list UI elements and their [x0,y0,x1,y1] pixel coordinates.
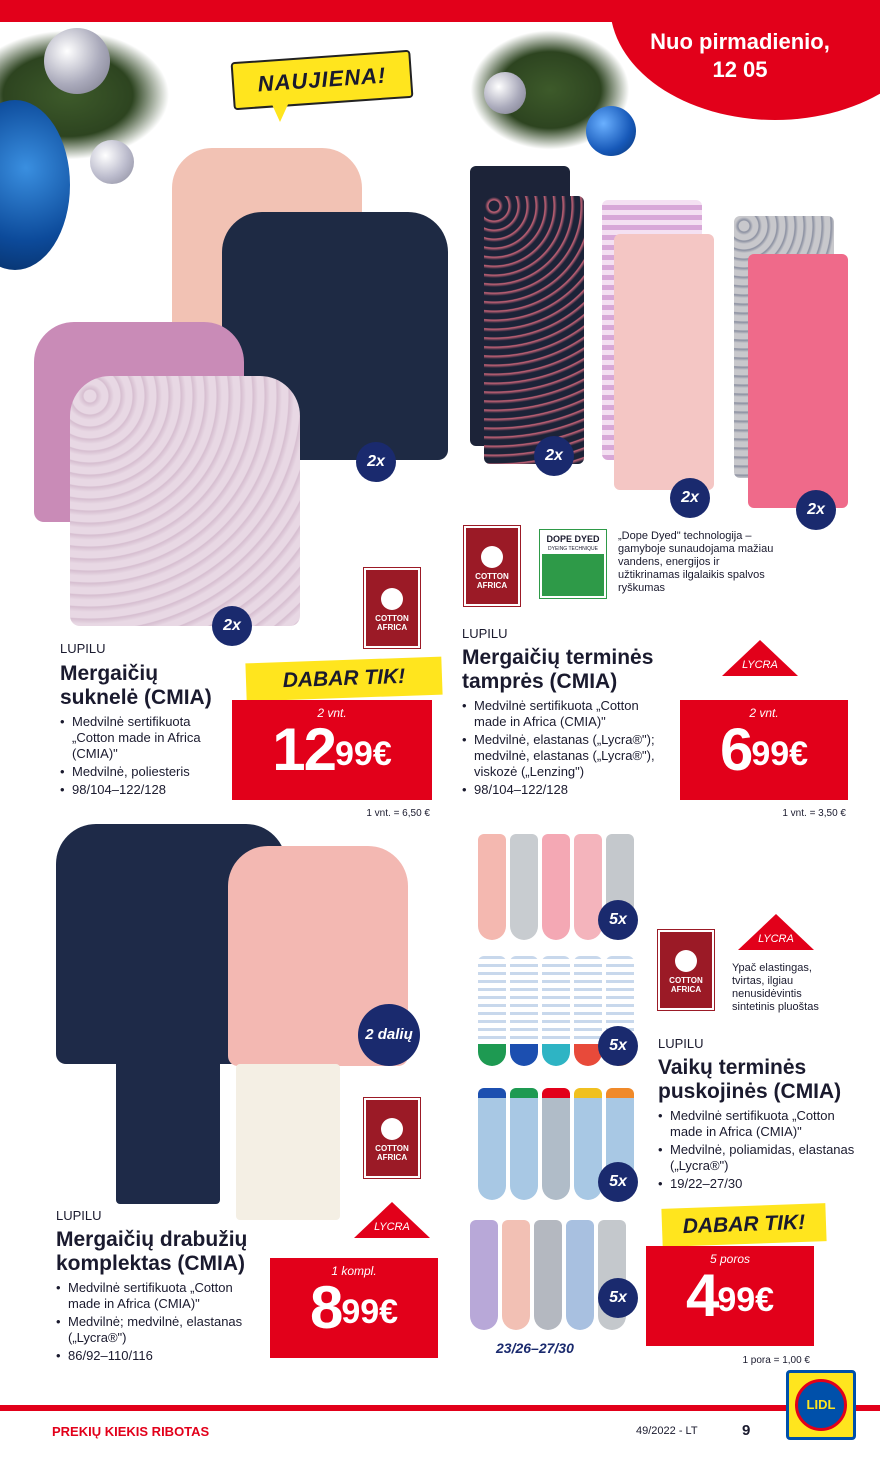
dress-feature: • 98/104–122/128 [60,782,230,798]
socks-price-qty: 5 poros [709,1252,751,1266]
cert-line3: AFRICA [476,581,508,590]
ornament-silver-right-icon [484,72,526,114]
date-line1: Nuo pirmadienio, [650,29,830,54]
cert-line1: COTTON [669,976,703,985]
set-parts-badge: 2 dalių [358,1004,420,1066]
new-tag-tail [270,100,290,122]
set-brand: LUPILU [56,1208,102,1223]
dress-price-box [232,700,432,800]
africa-map-icon [381,1118,403,1140]
dress-promo-banner: DABAR TIK! [245,657,442,702]
socks-promo-banner: DABAR TIK! [661,1203,826,1247]
cotton-made-in-africa-cert-icon [364,1098,420,1178]
dope-dyed-logo [540,530,606,598]
leggings-features [462,698,674,800]
cert-line3: AFRICA [376,623,408,632]
lycra-label: LYCRA [758,933,794,945]
set-navy-leggings-image [116,1050,220,1204]
socks-brand: LUPILU [658,1036,704,1051]
leggings-feature: • 98/104–122/128 [462,782,674,798]
cotton-made-in-africa-cert-icon [464,526,520,606]
socks-price-int: 4 [685,1262,718,1329]
socks-feature: • Medvilnė, poliamidas, elastanas („Lycra®") [658,1142,868,1174]
set-price-dec: 99€ [341,1293,399,1331]
cert-line3: AFRICA [670,985,702,994]
socks-quantity-badge-2: 5x [598,1026,638,1066]
dress-title-line2: suknelė (CMIA) [60,686,212,709]
leggings-price-int: 6 [719,716,752,783]
leggings-peach-image [614,234,714,490]
leggings-title-line2: tamprės (CMIA) [462,670,618,693]
cert-line1: COTTON [475,572,509,581]
dope-dyed-text: „Dope Dyed" technologija – gamyboje sunaudojama mažiau vandens, energijos ir užtikrinamas ilgalaikis spalvos ryškumas [618,530,774,594]
socks-title-line2: puskojinės (CMIA) [658,1080,842,1103]
set-feature: • 86/92–110/116 [56,1348,264,1364]
leggings-title [462,646,692,694]
socks-quantity-badge-3: 5x [598,1162,638,1202]
dress-brand: LUPILU [60,641,106,656]
lycra-note: Ypač elastingas, tvirtas, ilgiau nenusidėvintis sintetinis pluoštas [732,962,819,1013]
socks-feature: • 19/22–27/30 [658,1176,868,1192]
date-line2: 12 05 [712,57,768,82]
leggings-quantity-badge: 2x [534,436,574,476]
leggings-price-dec: 99€ [751,735,809,773]
socks-price [646,1262,814,1329]
leggings-feature: • Medvilnė, elastanas („Lycra®"); medvilnė, elastanas („Lycra®"), viskozė („Lenzing") [462,732,674,780]
leggings-quantity-badge-2: 2x [670,478,710,518]
dress-feature: • Medvilnė sertifikuota „Cotton made in Africa (CMIA)" [60,714,230,762]
lycra-triangle-icon [720,638,800,678]
cert-line3: AFRICA [376,1153,408,1162]
set-feature: • Medvilnė sertifikuota „Cotton made in Africa (CMIA)" [56,1280,264,1312]
dress-floral-image [70,376,300,626]
socks-title [658,1056,868,1104]
set-cream-leggings-image [236,1064,340,1220]
socks-unit-price: 1 pora = 1,00 € [742,1355,810,1366]
dress-title-line1: Mergaičių [60,662,159,685]
set-price-qty: 1 kompl. [331,1264,377,1278]
page-number: 9 [742,1422,751,1439]
dress-feature: • Medvilnė, poliesteris [60,764,230,780]
set-features [56,1280,264,1366]
new-tag: NAUJIENA! [231,50,414,110]
socks-quantity-badge: 5x [598,900,638,940]
lycra-label: LYCRA [374,1221,410,1233]
dress-price-dec: 99€ [335,735,392,773]
set-price-int: 8 [309,1274,342,1341]
socks-title-line1: Vaikų terminės [658,1056,807,1079]
socks-feature: • Medvilnė sertifikuota „Cotton made in Africa (CMIA)" [658,1108,868,1140]
cert-line1: COTTON [375,1144,409,1153]
dress-quantity-badge: 2x [356,442,396,482]
cert-line1: COTTON [375,614,409,623]
lycra-logo-icon [720,638,800,678]
africa-map-icon [381,588,403,610]
dress-quantity-badge-2: 2x [212,606,252,646]
edition-label: 49/2022 - LT [636,1425,698,1437]
socks-price-dec: 99€ [717,1281,775,1319]
dress-price-int: 12 [272,716,335,783]
socks-features [658,1108,868,1194]
leggings-unit-price: 1 vnt. = 3,50 € [782,808,846,819]
footer-red-line [0,1405,880,1411]
leggings-price [680,716,848,783]
leggings-price-qty: 2 vnt. [749,706,779,720]
dress-unit-price: 1 vnt. = 6,50 € [366,808,430,819]
set-price-box [270,1258,438,1358]
leggings-pink-image [748,254,848,508]
lycra-triangle-icon [736,912,816,952]
dress-features [60,714,230,800]
africa-map-icon [675,950,697,972]
dope-dyed-logo-title: DOPE DYED [542,532,604,546]
set-title [56,1228,296,1276]
cotton-made-in-africa-cert-icon [364,568,420,648]
lycra-label: LYCRA [742,659,778,671]
ornament-small-silver-icon [90,140,134,184]
africa-map-icon [481,546,503,568]
socks-size-label: 23/26–27/30 [496,1340,574,1356]
set-price [270,1274,438,1341]
leggings-price-box [680,700,848,800]
leggings-floral-navy-image [484,196,584,464]
lidl-logo-text: LIDL [795,1379,847,1431]
dress-title [60,662,260,710]
set-feature: • Medvilnė; medvilnė, elastanas („Lycra®") [56,1314,264,1346]
lidl-logo-icon [786,1370,856,1440]
socks-price-box [646,1246,814,1346]
set-title-line1: Mergaičių drabužių [56,1228,248,1251]
ornament-silver-icon [44,28,110,94]
socks-quantity-badge-4: 5x [598,1278,638,1318]
leggings-feature: • Medvilnė sertifikuota „Cotton made in Africa (CMIA)" [462,698,674,730]
dress-price-qty: 2 vnt. [317,706,347,720]
cotton-made-in-africa-cert-icon [658,930,714,1010]
dope-dyed-logo-sub: DYEING TECHNIQUE [542,546,604,554]
lycra-logo-icon [352,1200,432,1240]
ornament-blue-right-icon [586,106,636,156]
leggings-title-line1: Mergaičių terminės [462,646,654,669]
limited-quantity-note: PREKIŲ KIEKIS RIBOTAS [52,1424,210,1439]
lycra-triangle-icon [352,1200,432,1240]
dress-price [232,716,432,783]
set-title-line2: komplektas (CMIA) [56,1252,246,1275]
date-text [600,28,880,84]
lycra-logo-icon [736,912,816,952]
leggings-brand: LUPILU [462,626,508,641]
leggings-quantity-badge-3: 2x [796,490,836,530]
